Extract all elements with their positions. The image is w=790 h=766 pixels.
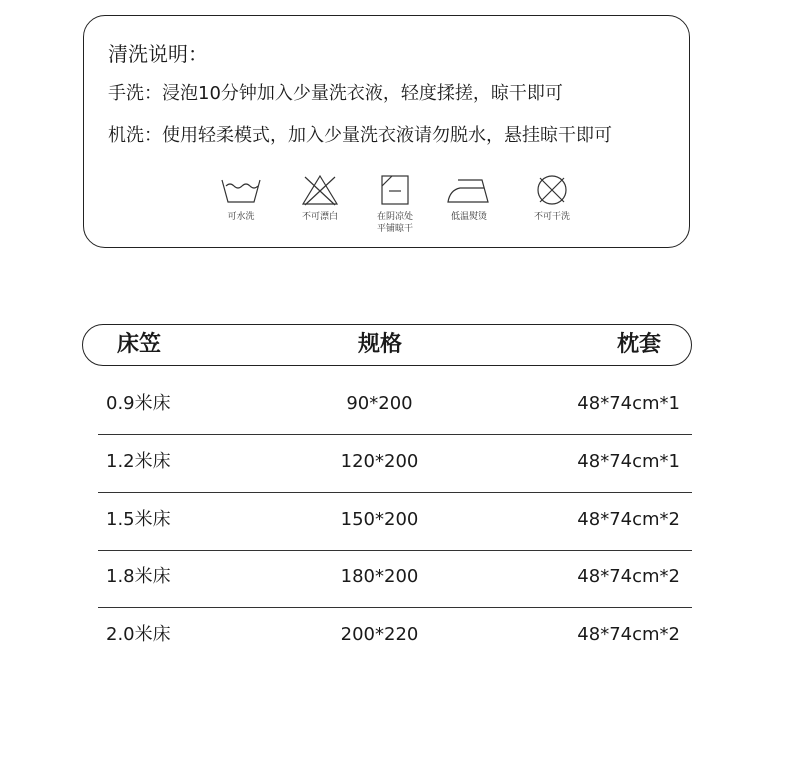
bed-size-cell: 1.2米床 xyxy=(106,451,171,472)
no-tumble-dry-icon xyxy=(529,174,575,206)
header-pillowcase: 枕套 xyxy=(616,332,661,357)
care-icons xyxy=(84,174,689,244)
bed-size-cell: 1.5米床 xyxy=(106,509,171,530)
pillowcase-cell: 48*74cm*2 xyxy=(577,624,680,645)
pillowcase-cell: 48*74cm*1 xyxy=(577,451,680,472)
care-title: 清洗说明： xyxy=(108,42,208,66)
icon-label: 不可漂白 xyxy=(301,212,338,222)
icon-label: 不可干洗 xyxy=(533,212,570,222)
table-row xyxy=(98,549,692,608)
iron-low-icon xyxy=(444,174,494,206)
table-row xyxy=(98,607,692,665)
spec-cell: 90*200 xyxy=(346,393,413,414)
pillowcase-cell: 48*74cm*2 xyxy=(577,509,680,530)
header-spec: 规格 xyxy=(357,332,402,357)
care-icon-item xyxy=(360,174,430,235)
spec-cell: 120*200 xyxy=(340,451,419,472)
care-icon-item xyxy=(285,174,355,223)
table-row xyxy=(98,376,692,435)
care-icon-item xyxy=(434,174,504,223)
care-icon-item xyxy=(206,174,276,223)
size-table-header xyxy=(82,324,692,366)
spec-cell: 200*220 xyxy=(340,624,419,645)
icon-label: 在阴凉处平铺晾干 xyxy=(376,212,413,234)
wash-tub-icon xyxy=(218,174,264,206)
machine-wash-instruction: 机洗：使用轻柔模式，加入少量洗衣液请勿脱水，悬挂晾干即可 xyxy=(108,125,612,146)
care-icon-item xyxy=(517,174,587,223)
bed-size-cell: 0.9米床 xyxy=(106,393,171,414)
hand-wash-instruction: 手洗：浸泡10分钟加入少量洗衣液，轻度揉搓，晾干即可 xyxy=(108,83,563,104)
icon-label: 可水洗 xyxy=(227,212,255,222)
pillowcase-cell: 48*74cm*1 xyxy=(577,393,680,414)
bed-size-cell: 2.0米床 xyxy=(106,624,171,645)
dry-flat-shade-icon xyxy=(372,174,418,206)
pillowcase-cell: 48*74cm*2 xyxy=(577,566,680,587)
table-row xyxy=(98,434,692,493)
bed-size-cell: 1.8米床 xyxy=(106,566,171,587)
spec-cell: 150*200 xyxy=(340,509,419,530)
header-bed-sheet: 床笠 xyxy=(117,332,162,357)
care-instructions-box xyxy=(83,15,690,248)
icon-label: 低温熨烫 xyxy=(450,212,487,222)
table-row xyxy=(98,492,692,551)
no-bleach-icon xyxy=(297,174,343,206)
spec-cell: 180*200 xyxy=(340,566,419,587)
